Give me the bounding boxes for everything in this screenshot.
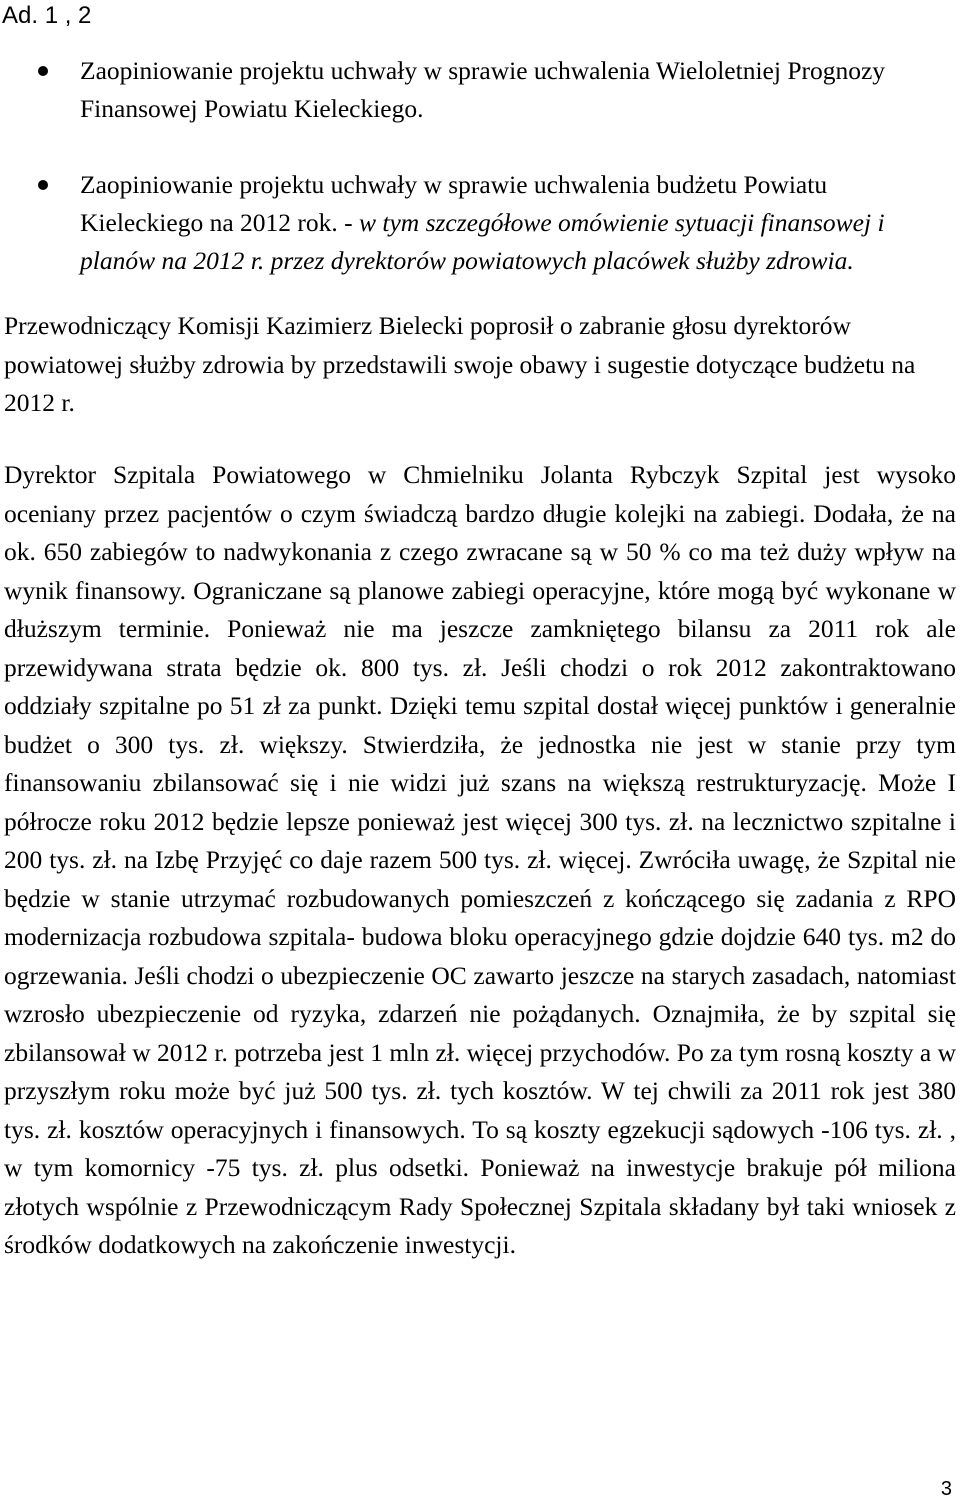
hospital-director-paragraph: Dyrektor Szpitala Powiatowego w Chmielniku Jolanta Rybczyk Szpital jest wysoko oceniany przez pacjentów o czym świadczą bardzo długie kolejki na zabiegi. Dodała, że na ok. 650 zabiegów to nadwykonania z czego zwracane są w 50 % co ma też duży wpływ na wynik finansowy. Ograniczane są planowe zabiegi operacyjne, które mogą być wykonane w dłuższym terminie. Ponieważ nie ma jeszcze zamkniętego bilansu za 2011 rok ale przewidywana strata będzie ok. 800 tys. zł. Jeśli chodzi o rok 2012 zakontraktowano oddziały szpitalne po 51 zł za punkt. Dzięki temu szpital dostał więcej punktów i generalnie budżet o 300 tys. zł. większy. Stwierdziła, że jednostka nie jest w stanie przy tym finansowaniu zbilansować się i nie widzi już szans na większą restrukturyzację. Może I półrocze roku 2012 będzie lepsze ponieważ jest więcej 300 tys. zł. na lecznictwo szpitalne i 200 tys. zł. na Izbę Przyjęć co daje razem 500 tys. zł. więcej. Zwróciła uwagę, że Szpital nie będzie w stanie utrzymać rozbudowanych pomieszczeń z kończącego się zadania z RPO modernizacja rozbudowa szpitala- budowa bloku operacyjnego gdzie dojdzie 640 tys. m2 do ogrzewania. Jeśli chodzi o ubezpieczenie OC zawarto jeszcze na starych zasadach, natomiast wzrosło ubezpieczenie od ryzyka, zdarzeń nie pożądanych. Oznajmiła, że by szpital się zbilansował w 2012 r. potrzeba jest 1 mln zł. więcej przychodów. Po za tym rosną koszty a w przyszłym roku może być już 500 tys. zł. tych kosztów. W tej chwili za 2011 rok jest 380 tys. zł. kosztów operacyjnych i finansowych. To są koszty egzekucji sądowych -106 tys. zł. , w tym komornicy -75 tys. zł. plus odsetki. Ponieważ na inwestycje brakuje pół miliona złotych wspólnie z Przewodniczącym Rady Społecznej Szpitala składany był taki wniosek z środków dodatkowych na zakończenie inwestycji. [4, 460, 956, 1259]
agenda-bullet-list [0, 52, 960, 280]
agenda-item-forecast [0, 52, 895, 128]
bullet-icon [38, 66, 48, 76]
agenda-item-budget [0, 166, 895, 280]
bullet-icon [38, 180, 48, 190]
chairman-paragraph: Przewodniczący Komisji Kazimierz Bielecki poprosił o zabranie głosu dyrektorów powiatowej służby zdrowia by przedstawili swoje obawy i sugestie dotyczące budżetu na 2012 r. [4, 311, 916, 417]
agenda-item-italic-note: - w tym szczegółowe omówienie sytuacji finansowej i planów na 2012 r. przez dyrektorów powiatowych placówek służby zdrowia. [80, 208, 885, 275]
agenda-item-text: Zaopiniowanie projektu uchwały w sprawie uchwalenia budżetu Powiatu Kieleckiego na 2012 rok. [80, 170, 828, 237]
page-number: 3 [940, 1478, 952, 1500]
agenda-heading: Ad. 1 , 2 [2, 2, 92, 29]
agenda-item-text: Zaopiniowanie projektu uchwały w sprawie uchwalenia Wieloletniej Prognozy Finansowej Powiatu Kieleckiego. [80, 56, 886, 123]
